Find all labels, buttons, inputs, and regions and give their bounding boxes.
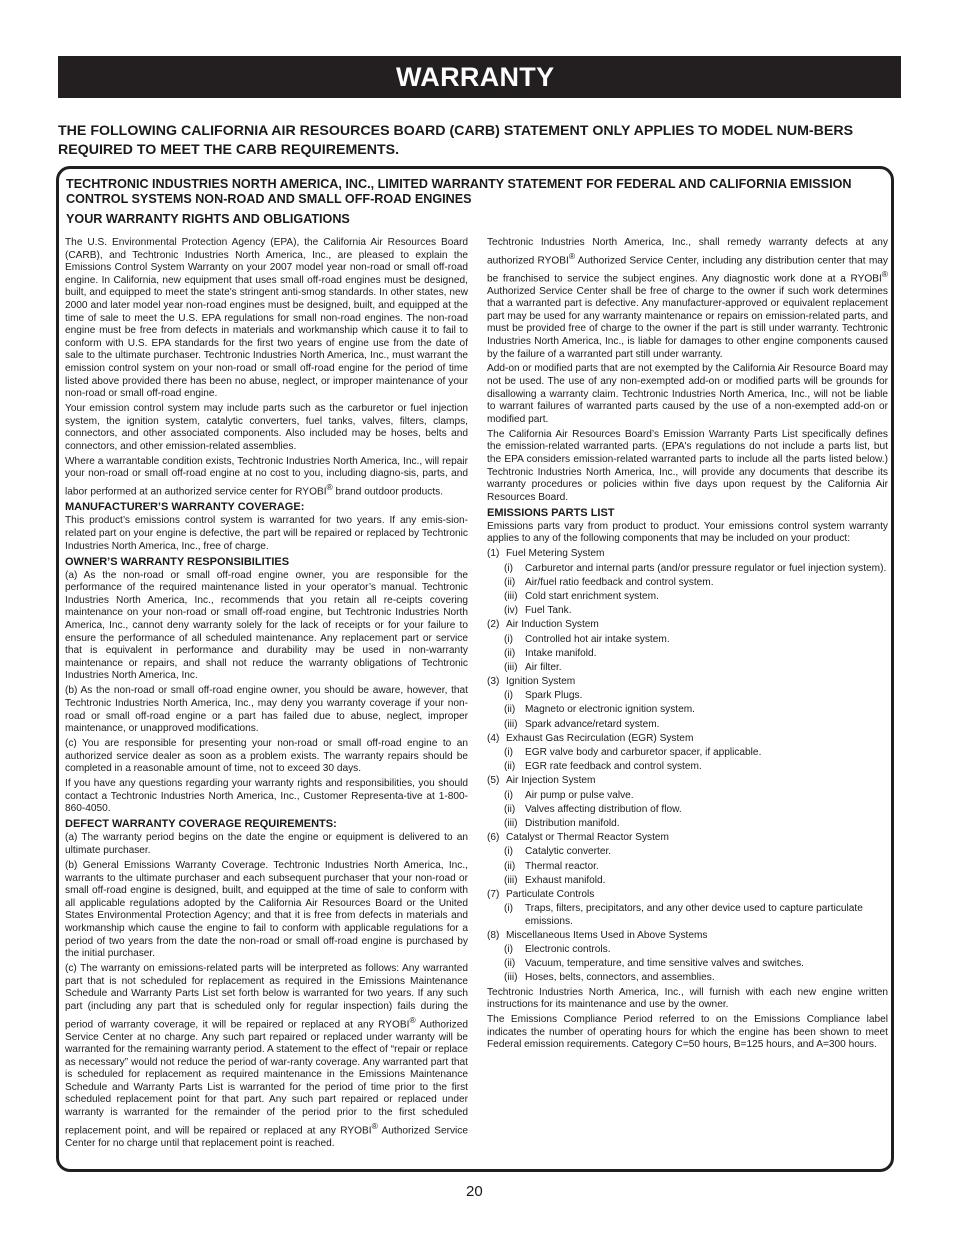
list-number: (4) (487, 732, 500, 744)
component-list (487, 747, 888, 774)
text-segment: Authorized Service Center shall be free of charge to the owner if such work determines that a warranted part is defective. Any manufacturer-approved or equivalent replacement part may be used for any warranty maintenance or repairs on emission-related parts, and must be provided free of charge to the owner if the part is still under warranty. Techtronic Industries North America, Inc., is liable for damages to other engine components caused by the failure of a warranted part still under warranty. (487, 285, 888, 360)
paragraph-owner-a: (a) As the non-road or small off-road engine owner, you are responsible for the performance of the required maintenance listed in your operator’s manual. Techtronic Industries North America, Inc., recommends that you retain all re-ceipts covering maintenance on your non-road or small off-road engine, but Techtronic Industries North America, Inc., cannot deny warranty solely for the lack of receipts or for your failure to ensure the performance of all scheduled maintenance. Any replacement part or service that is equivalent in performance and durability may be used in non-warranty maintenance or repairs, and shall not reduce the warranty obligations of Techtronic Industries North America, Inc. (65, 569, 468, 682)
component-item (504, 591, 888, 604)
list-number: (i) (504, 633, 513, 645)
component-item (504, 944, 888, 957)
list-number: (ii) (504, 704, 516, 716)
heading-manufacturer-coverage: MANUFACTURER’S WARRANTY COVERAGE: (65, 501, 305, 514)
list-number: (ii) (504, 761, 516, 773)
component-item (504, 903, 888, 928)
list-number: (i) (504, 562, 513, 574)
list-number: (iii) (504, 817, 518, 829)
paragraph-parts-list-definition: The California Air Resources Board’s Emission Warranty Parts List specifically defines the emission-related warranted parts. (EPA's regulations do not include a parts list, but the EPA considers emission-related warranted parts to include all the parts listed below.) Techtronic Industries North America, Inc., will provide any documents that describe its warranty procedures or policies within five days upon request by the California Air Resources Board. (487, 428, 888, 503)
system-name: Air Induction System (506, 619, 599, 631)
text-segment: Authorized Service Center for no charge until that replacement point is reached. (65, 1125, 468, 1149)
component-text: Air pump or pulse valve. (525, 789, 634, 801)
text-segment: (c) The warranty on emissions-related parts will be interpreted as follows: Any warranted part that is not scheduled for replacement as required in the Emissions Maintenance Schedule and Warranty Parts List set forth below is warranted for two years. If any such part (including any part that is scheduled only for regular inspection) fails during the period of warranty coverage, it will be repaired or replaced at any RYOBI (65, 963, 468, 1030)
paragraph-parts-vary: Emissions parts vary from product to product. Your emissions control system warranty applies to any of the following components that may be included on your product: (487, 520, 888, 545)
emissions-parts-list (487, 548, 888, 985)
component-text: Controlled hot air intake system. (525, 633, 670, 645)
parts-system-item (487, 930, 888, 985)
list-number: (ii) (504, 860, 516, 872)
list-number: (i) (504, 944, 513, 956)
component-item (504, 972, 888, 985)
component-text: Intake manifold. (525, 647, 597, 659)
system-name: Catalyst or Thermal Reactor System (506, 832, 669, 844)
text-segment: Authorized Service Center at no charge. Any such part repaired or replaced under warranty will be warranted for the remaining warranty period. A statement to the effect of “repair or replace as necessary” would not reduce the period of war-ranty coverage. Any warranted part that is scheduled for replacement as required maintenance in the Emissions Maintenance Schedule and Warranty Parts List is warranted for the period of time prior to the first scheduled replacement point for that part. Any such part repaired or replaced under warranty is warranted for the remainder of the period prior to the first scheduled replacement point, and will be repaired or replaced at any RYOBI (65, 1018, 468, 1137)
paragraph-epa-intro: The U.S. Environmental Protection Agency (EPA), the California Air Resources Board (CARB), and Techtronic Industries North America, Inc., are pleased to explain the Emissions Control System Warranty on your 2007 model year non-road or small off-road engine. In California, new equipment that uses small off-road engines must be designed, built, and equipped to meet the state's stringent anti-smog standards. In other states, new 2000 and later model year non-road engines must be designed, built, and equipped at the time of sale to meet the U.S. EPA regulations for small non-road engines. The non-road engine must be free from defects in materials and workmanship which cause it to fail to conform with U.S. EPA standards for the first two years of engine use from the date of sale to the ultimate purchaser. Techtronic Industries North America, Inc., must warrant the emission control system on your non-road or small off-road engine for the period of time listed above provided there has been no abuse, neglect, or improper maintenance of your non-road or small off-road engine. (65, 237, 468, 400)
component-item (504, 662, 888, 675)
paragraph-manufacturer-coverage: This product’s emissions control system is warranted for two years. If any emis-sion-related part on your engine is defective, the part will be repaired or replaced by Techtronic Industries North America, Inc., free of charge. (65, 515, 468, 552)
parts-system-item (487, 619, 888, 674)
component-text: Air/fuel ratio feedback and control system. (525, 576, 714, 588)
registered-mark: ® (881, 268, 888, 279)
text-segment: Authorized Service Center, including any distribution center that may be franchised to service the subject engines. Any diagnostic work done at a RYOBI (487, 254, 888, 284)
list-number: (iii) (504, 661, 518, 673)
system-name: Air Injection System (506, 775, 596, 787)
component-list (487, 634, 888, 675)
component-list (487, 903, 888, 928)
component-item (504, 875, 888, 888)
list-number: (5) (487, 775, 500, 787)
text-segment: Techtronic Industries North America, Inc., shall remedy warranty defects at any authorized RYOBI (487, 237, 888, 266)
list-number: (ii) (504, 647, 516, 659)
list-number: (i) (504, 903, 513, 915)
component-text: Catalytic converter. (525, 846, 612, 858)
registered-mark: ® (568, 250, 576, 261)
list-number: (iii) (504, 590, 518, 602)
right-column (487, 237, 888, 1054)
registered-mark: ® (326, 482, 333, 493)
list-number: (i) (504, 690, 513, 702)
component-text: Spark advance/retard system. (525, 718, 660, 730)
list-number: (8) (487, 929, 500, 941)
heading-owner-responsibilities: OWNER’S WARRANTY RESPONSIBILITIES (65, 555, 290, 568)
component-text: Cold start enrichment system. (525, 590, 659, 602)
carb-intro-heading: THE FOLLOWING CALIFORNIA AIR RESOURCES BOARD (CARB) STATEMENT ONLY APPLIES TO MODEL NUM-BERS REQUIRED TO MEET THE CARB REQUIREMENTS. (58, 123, 854, 158)
list-number: (ii) (504, 576, 516, 588)
system-name: Ignition System (506, 676, 576, 688)
component-text: Carburetor and internal parts (and/or pressure regulator or fuel injection system). (525, 562, 887, 574)
component-item (504, 747, 888, 760)
component-item (504, 634, 888, 647)
warranty-banner (58, 56, 901, 98)
list-number: (1) (487, 548, 500, 560)
paragraph-defect-a: (a) The warranty period begins on the date the engine or equipment is delivered to an ultimate purchaser. (65, 832, 468, 857)
paragraph-add-on-parts: Add-on or modified parts that are not exempted by the California Air Resource Board may not be used. The use of any non-exempted add-on or modified parts will be grounds for disallowing a warranty claim. Techtronic Industries North America, Inc., will not be liable to warrant failures of warranted parts caused by the use of a non-exempted add-on or modified part. (487, 363, 888, 425)
component-text: Air filter. (525, 661, 562, 673)
list-number: (2) (487, 619, 500, 631)
paragraph-owner-b: (b) As the non-road or small off-road engine owner, you should be aware, however, that Techtronic Industries North America, Inc., may deny you warranty coverage if your non-road or small off-road engine or a part has failed due to abuse, neglect, improper maintenance, or unapproved modifications. (65, 685, 468, 735)
registered-mark: ® (409, 1014, 416, 1025)
parts-system-item (487, 832, 888, 887)
parts-system-item (487, 548, 888, 617)
paragraph-owner-c: (c) You are responsible for presenting your non-road or small off-road engine to an authorized service dealer as soon as a problem exists. The warranty repairs should be completed in a reasonable amount of time, not to exceed 30 days. (65, 738, 468, 775)
text-segment: brand outdoor products. (332, 486, 444, 498)
list-number: (iii) (504, 972, 518, 984)
paragraph-compliance-period: The Emissions Compliance Period referred to on the Emissions Compliance label indicates the number of operating hours for which the engine has been shown to meet Federal emission requirements. Category C=50 hours, B=125 hours, and A=300 hours. (487, 1014, 888, 1051)
paragraph-remedy-defects (487, 237, 888, 361)
component-item (504, 563, 888, 576)
component-text: Distribution manifold. (525, 817, 620, 829)
page-title: WARRANTY (396, 62, 555, 92)
component-text: Fuel Tank. (525, 605, 572, 617)
component-text: Valves affecting distribution of flow. (525, 803, 682, 815)
parts-system-item (487, 733, 888, 774)
list-number: (3) (487, 676, 500, 688)
list-number: (i) (504, 747, 513, 758)
component-list (487, 790, 888, 831)
parts-system-item (487, 889, 888, 928)
component-text: Electronic controls. (525, 944, 611, 956)
registered-mark: ® (371, 1120, 378, 1131)
list-number: (ii) (504, 803, 516, 815)
component-text: Spark Plugs. (525, 690, 583, 702)
parts-system-item (487, 775, 888, 830)
list-number: (iii) (504, 718, 518, 730)
component-item (504, 719, 888, 732)
component-list (487, 563, 888, 618)
text-segment: Where a warrantable condition exists, Techtronic Industries North America, Inc., will repair your non-road or small off-road engine at no cost to you, including diagno-sis, parts, and labor performed at an authorized service center for RYOBI (65, 455, 468, 498)
component-text: Magneto or electronic ignition system. (525, 704, 695, 716)
parts-system-item (487, 676, 888, 731)
component-item (504, 818, 888, 831)
component-item (504, 704, 888, 717)
paragraph-defect-b: (b) General Emissions Warranty Coverage. Techtronic Industries North America, Inc., warrants to the ultimate purchaser and each subsequent purchaser that your non-road or small off-road engine is designed, built, and equipped at the time of sale to conform with all applicable regulations adopted by the California Air Resources Board or the United States Environmental Protection Agency; and that it is free from defects in materials and workmanship which cause the engine to fail to conform with applicable regulations for a period of two years from the date the non-road or small off-road engine is purchased by the initial purchaser. (65, 860, 468, 960)
paragraph-defect-c (65, 963, 468, 1150)
component-text: Vacuum, temperature, and time sensitive valves and switches. (525, 958, 804, 970)
paragraph-emission-parts: Your emission control system may include parts such as the carburetor or fuel injection system, the ignition system, catalytic converters, fuel tanks, valves, filters, clamps, connectors, and other associated components. Also included may be hoses, belts and connectors, and other emission-related assemblies. (65, 403, 468, 452)
component-item (504, 761, 888, 774)
paragraph-questions: If you have any questions regarding your warranty rights and responsibilities, you should contact a Techtronic Industries North America, Inc., Customer Representa-tive at 1-800-860-4050. (65, 778, 468, 815)
component-list (487, 944, 888, 985)
paragraph-instructions: Techtronic Industries North America, Inc., will furnish with each new engine written instructions for its maintenance and use by the owner. (487, 986, 888, 1011)
paragraph-warrantable-condition (65, 456, 468, 499)
system-name: Miscellaneous Items Used in Above Systems (506, 929, 708, 941)
component-item (504, 958, 888, 971)
left-column (65, 237, 468, 1153)
component-item (504, 790, 888, 803)
list-number: (i) (504, 789, 513, 801)
system-name: Exhaust Gas Recirculation (EGR) System (506, 732, 694, 744)
component-list (487, 846, 888, 887)
system-name: Fuel Metering System (506, 548, 605, 560)
heading-emissions-parts-list: EMISSIONS PARTS LIST (487, 506, 615, 519)
component-item (504, 804, 888, 817)
rights-obligations-heading: YOUR WARRANTY RIGHTS AND OBLIGATIONS (66, 212, 350, 226)
component-item (504, 648, 888, 661)
list-number: (ii) (504, 958, 516, 970)
list-number: (i) (504, 846, 513, 858)
component-list (487, 690, 888, 731)
list-number: (6) (487, 832, 500, 844)
component-item (504, 846, 888, 859)
component-item (504, 577, 888, 590)
system-name: Particulate Controls (506, 888, 595, 900)
list-number: (iv) (504, 605, 519, 617)
component-text: EGR rate feedback and control system. (525, 761, 702, 773)
component-text: Exhaust manifold. (525, 874, 606, 886)
component-text: EGR valve body and carburetor spacer, if applicable. (525, 747, 762, 758)
list-number: (7) (487, 888, 500, 900)
warranty-statement-title: TECHTRONIC INDUSTRIES NORTH AMERICA, INC., LIMITED WARRANTY STATEMENT FOR FEDERAL AND CALIFORNIA EMISSION CONTROL SYSTEMS NON-ROAD AND SMALL OFF-ROAD ENGINES (66, 177, 852, 206)
component-item (504, 690, 888, 703)
component-item (504, 605, 888, 618)
list-number: (iii) (504, 874, 518, 886)
page-number: 20 (466, 1183, 483, 1200)
component-item (504, 861, 888, 874)
heading-defect-coverage: DEFECT WARRANTY COVERAGE REQUIREMENTS: (65, 818, 337, 831)
component-text: Thermal reactor. (525, 860, 599, 872)
component-text: Traps, filters, precipitators, and any other device used to capture particulate emissions. (525, 903, 863, 927)
component-text: Hoses, belts, connectors, and assemblies. (525, 972, 715, 984)
